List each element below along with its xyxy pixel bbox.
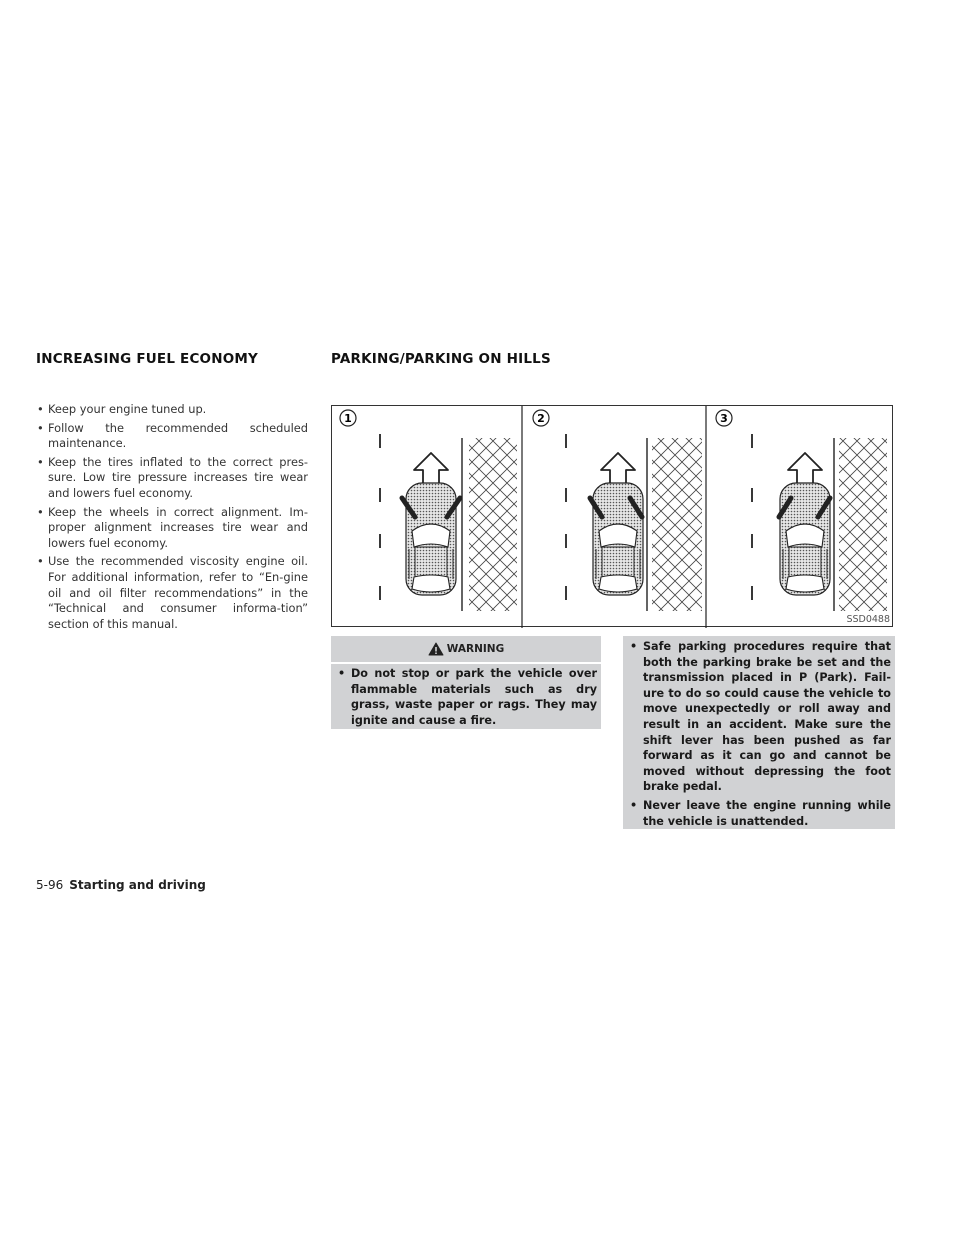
warning-item: • Never leave the engine running while the vehicle is unattended. bbox=[629, 798, 891, 829]
list-item: • Keep your engine tuned up. bbox=[36, 402, 308, 418]
warning-item: • Do not stop or park the vehicle over flammable materials such as dry grass, waste paper or rags. They may ignite and cause a fire. bbox=[337, 666, 597, 728]
page-footer bbox=[36, 878, 206, 892]
warning-title: WARNING bbox=[446, 643, 505, 655]
panel-2 bbox=[533, 410, 702, 611]
warning-box-right bbox=[623, 636, 895, 829]
section-heading-fuel-economy: INCREASING FUEL ECONOMY bbox=[36, 351, 259, 367]
page-number: 5-96 bbox=[36, 878, 64, 892]
direction-arrow-icon bbox=[601, 453, 635, 485]
curb-hatch bbox=[839, 438, 887, 611]
divider bbox=[331, 662, 601, 664]
chapter-title: Starting and driving bbox=[69, 878, 206, 892]
direction-arrow-icon bbox=[788, 453, 822, 485]
car-illustration bbox=[406, 483, 456, 595]
warning-header bbox=[331, 638, 601, 660]
panel-number: 2 bbox=[537, 412, 545, 425]
panel-1 bbox=[340, 410, 517, 611]
list-item: • Keep the wheels in correct alignment. Im-proper alignment increases tire wear and lowers fuel economy. bbox=[36, 505, 308, 552]
car-illustration bbox=[593, 483, 643, 595]
panel-number: 3 bbox=[720, 412, 728, 425]
list-item: • Keep the tires inflated to the correct pres-sure. Low tire pressure increases tire wear and lowers fuel economy. bbox=[36, 455, 308, 502]
curb-hatch bbox=[469, 438, 517, 611]
fuel-economy-list bbox=[36, 402, 308, 635]
figure-id: SSD0488 bbox=[846, 614, 890, 625]
warning-item: • Safe parking procedures require that both the parking brake be set and the transmission placed in P (Park). Fail-ure to do so could cause the vehicle to move unexpectedly or roll away and result in an accident. Make sure the shift lever has been pushed as far forward as it can go and cannot be moved without depressing the foot brake pedal. bbox=[629, 639, 891, 795]
section-heading-parking: PARKING/PARKING ON HILLS bbox=[331, 351, 551, 367]
parking-figure bbox=[331, 405, 893, 627]
list-item: • Follow the recommended scheduled maintenance. bbox=[36, 421, 308, 452]
direction-arrow-icon bbox=[414, 453, 448, 485]
list-item: • Use the recommended viscosity engine oil. For additional information, refer to “En-gine oil and oil filter recommendations” in the “Technical and consumer informa-tion” section of this manual. bbox=[36, 554, 308, 632]
curb-hatch bbox=[652, 438, 702, 611]
panel-3 bbox=[716, 410, 887, 611]
warning-triangle-icon bbox=[428, 642, 444, 656]
panel-number: 1 bbox=[344, 412, 352, 425]
warning-box-left bbox=[331, 636, 601, 729]
